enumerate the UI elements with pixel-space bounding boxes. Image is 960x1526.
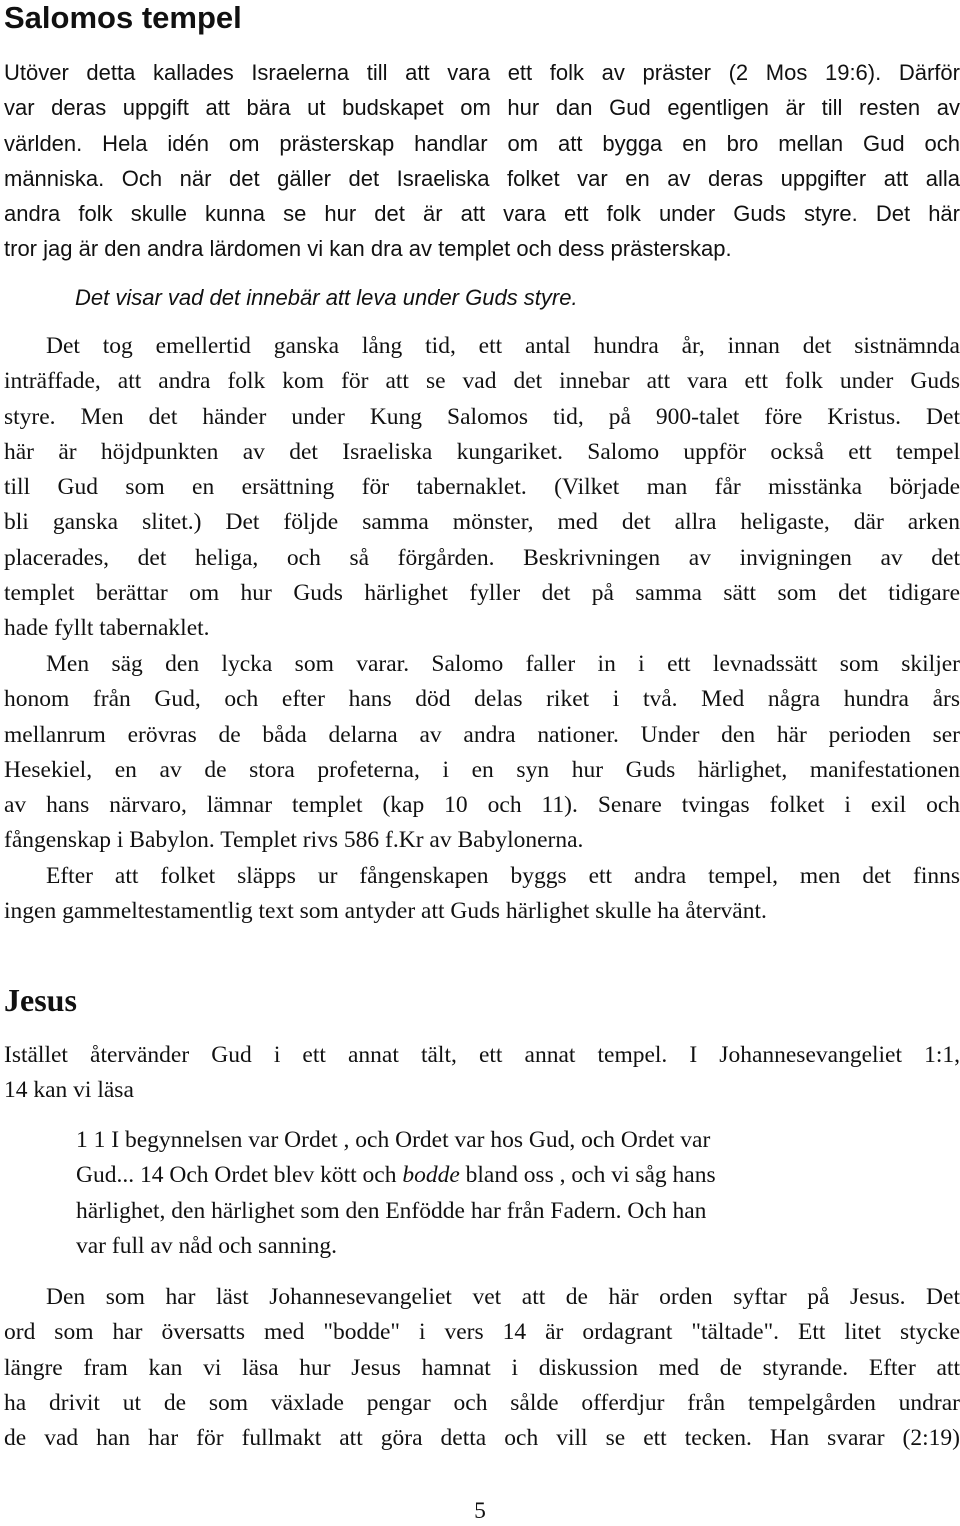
quote-line: 1 1 I begynnelsen var Ordet , och Ordet var hos Gud, och Ordet var (76, 1127, 711, 1153)
text-line: Det tog emellertid ganska lång tid, ett antal hundra år, innan det sistnämnda (46, 333, 960, 359)
quote-text: bland oss , och vi såg hans (459, 1162, 716, 1189)
text-line: ord som har översatts med "bodde" i vers 14 är ordagrant "tältade". Ett litet stycke (4, 1319, 960, 1346)
section-heading-salomos-tempel: Salomos tempel (4, 0, 242, 35)
section-heading-jesus: Jesus (4, 982, 77, 1018)
intro-paragraph (4, 55, 960, 267)
text-line: honom från Gud, och efter hans död delas riket i två. Med några hundra års (4, 686, 960, 713)
text-line: bli ganska slitet.) Det följde samma mönster, med det allra heligaste, där arken (4, 509, 960, 536)
quote-line: härlighet, den härlighet som den Enfödde har från Fadern. Och han (76, 1197, 707, 1224)
text-line: placerades, det heliga, och så förgården. Beskrivningen av invigningen av det (4, 544, 960, 571)
quote-emphasis: bodde (402, 1162, 460, 1189)
text-line: andra folk skulle kunna se hur det är att vara ett folk under Guds styre. Det här (4, 201, 960, 227)
text-line: ingen gammeltestamentlig text som antyder att Guds härlighet skulle ha återvänt. (4, 898, 767, 925)
text-line: inträffade, att andra folk kom för att se vad det innebar att vara ett folk under Guds (4, 368, 960, 395)
text-line: Efter att folket släpps ur fångenskapen byggs ett andra tempel, men det finns (46, 863, 960, 889)
quote-line: var full av nåd och sanning. (76, 1232, 338, 1259)
text-line: världen. Hela idén om prästerskap handlar om att bygga en bro mellan Gud och (4, 130, 960, 156)
quote-text: Gud... 14 Och Ordet blev kött och (76, 1162, 403, 1189)
text-line: ha drivit ut de som växlade pengar och sålde offerdjur från tempelgården undrar (4, 1389, 960, 1416)
paragraph-kingdom-divided (4, 647, 960, 859)
page-number: 5 (474, 1498, 486, 1524)
text-line: av hans närvaro, lämnar templet (kap 10 och 11). Senare tvingas folket i exil och (4, 792, 960, 819)
text-line: här är höjdpunkten av det Israeliska kungariket. Salomo uppför också ett tempel (4, 438, 960, 465)
text-line: längre fram kan vi läsa hur Jesus hamnat i diskussion med de styrande. Efter att (4, 1354, 960, 1381)
text-line: mellanrum erövras de båda delarna av andra nationer. Under den här perioden ser (4, 721, 960, 748)
text-line: till Gud som en ersättning för tabernaklet. (Vilket man får misstänka började (4, 474, 960, 501)
text-line: styre. Men det händer under Kung Salomos tid, på 900-talet före Kristus. Det (4, 403, 960, 430)
bible-quote (76, 1123, 888, 1264)
quote-line (76, 1158, 888, 1193)
paragraph-jesus-temple (4, 1280, 960, 1456)
text-line: Men säg den lycka som varar. Salomo faller in i ett levnadssätt som skiljer (46, 651, 960, 677)
italic-emphasis-line: Det visar vad det innebär att leva under Guds styre. (75, 285, 578, 310)
text-line: fångenskap i Babylon. Templet rivs 586 f.Kr av Babylonerna. (4, 827, 584, 854)
text-line: templet berättar om hur Guds härlighet fyller det på samma sätt som det tidigare (4, 580, 960, 607)
text-line: var deras uppgift att bära ut budskapet om hur dan Gud egentligen är till resten av (4, 95, 960, 121)
text-line: Den som har läst Johannesevangeliet vet att de här orden syftar på Jesus. Det (46, 1284, 960, 1310)
paragraph-john-intro (4, 1038, 960, 1109)
text-line: de vad han har för fullmakt att göra detta och vill se ett tecken. Han svarar (2:19) (4, 1425, 960, 1452)
paragraph-second-temple (4, 859, 960, 930)
text-line: Hesekiel, en av de stora profeterna, i en syn hur Guds härlighet, manifestationen (4, 756, 960, 783)
text-line: människa. Och när det gäller det Israeliska folket var en av deras uppgifter att alla (4, 165, 960, 191)
text-line: Istället återvänder Gud i ett annat tält, ett annat tempel. I Johannesevangeliet 1:1, (4, 1042, 960, 1068)
paragraph-temple-history (4, 329, 960, 647)
text-line: 14 kan vi läsa (4, 1077, 134, 1104)
text-line: tror jag är den andra lärdomen vi kan dra av templet och dess prästerskap. (4, 236, 732, 262)
text-line: Utöver detta kallades Israelerna till att vara ett folk av präster (2 Mos 19:6). Därför (4, 60, 960, 85)
text-line: hade fyllt tabernaklet. (4, 615, 210, 642)
